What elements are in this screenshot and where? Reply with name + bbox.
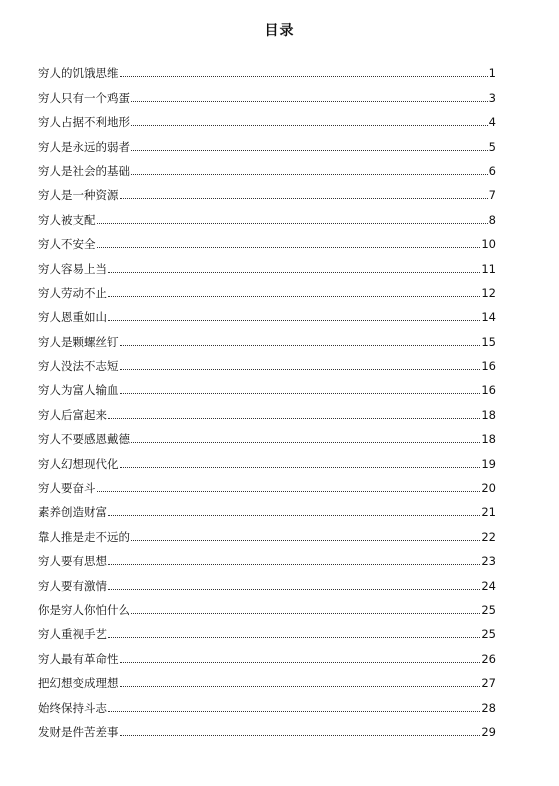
toc-entry-title: 穷人不要感恩戴德 — [38, 432, 130, 447]
toc-entry[interactable] — [38, 495, 496, 519]
toc-page-number: 21 — [481, 505, 496, 520]
toc-entry[interactable] — [38, 349, 496, 373]
toc-entry[interactable] — [38, 690, 496, 714]
page-title: 目录 — [264, 23, 295, 39]
toc-entry-title: 穷人要有激情 — [38, 578, 107, 593]
toc-dot-leader — [131, 150, 488, 151]
toc-entry-title: 穷人是颗螺丝钉 — [38, 334, 119, 349]
toc-dot-leader — [120, 662, 481, 663]
toc-page-number: 22 — [481, 529, 496, 544]
toc-page-number: 29 — [481, 724, 496, 739]
toc-page-number: 5 — [488, 139, 496, 154]
toc-entry-title: 穷人幻想现代化 — [38, 456, 119, 471]
toc-entry-title: 穷人要有思想 — [38, 554, 107, 569]
toc-dot-leader — [108, 564, 480, 565]
toc-entry[interactable] — [38, 422, 496, 446]
toc-dot-leader — [120, 467, 481, 468]
toc-entry-title: 穷人恩重如山 — [38, 310, 107, 325]
toc-entry-title: 素养创造财富 — [38, 505, 107, 520]
toc-dot-leader — [131, 125, 488, 126]
toc-entry-title: 穷人只有一个鸡蛋 — [38, 90, 130, 105]
toc-entry[interactable] — [38, 471, 496, 495]
toc-entry[interactable] — [38, 202, 496, 226]
toc-page-number: 3 — [488, 90, 496, 105]
toc-page-number: 20 — [481, 481, 496, 496]
toc-dot-leader — [120, 686, 481, 687]
toc-entry[interactable] — [38, 446, 496, 470]
toc-dot-leader — [120, 369, 481, 370]
toc-entry-title: 始终保持斗志 — [38, 700, 107, 715]
toc-dot-leader — [108, 320, 480, 321]
toc-dot-leader — [97, 223, 488, 224]
toc-dot-leader — [97, 247, 481, 248]
toc-entry-title: 穷人被支配 — [38, 212, 96, 227]
toc-entry[interactable] — [38, 129, 496, 153]
toc-entry-title: 靠人推是走不远的 — [38, 529, 130, 544]
toc-page-number: 16 — [481, 359, 496, 374]
toc-dot-leader — [108, 589, 480, 590]
toc-entry-title: 穷人劳动不止 — [38, 285, 107, 300]
toc-entry-title: 穷人不安全 — [38, 237, 96, 252]
toc-entry-title: 穷人后富起来 — [38, 407, 107, 422]
toc-entry-title: 发财是件苦差事 — [38, 724, 119, 739]
table-of-contents — [38, 56, 496, 739]
toc-dot-leader — [108, 296, 480, 297]
toc-dot-leader — [108, 272, 480, 273]
toc-entry[interactable] — [38, 373, 496, 397]
toc-entry-title: 你是穷人你怕什么 — [38, 602, 130, 617]
toc-page-number: 14 — [481, 310, 496, 325]
toc-dot-leader — [108, 418, 480, 419]
toc-entry[interactable] — [38, 544, 496, 568]
toc-page-number: 19 — [481, 456, 496, 471]
toc-entry-title: 穷人容易上当 — [38, 261, 107, 276]
toc-page-number: 28 — [481, 700, 496, 715]
toc-dot-leader — [131, 613, 480, 614]
toc-entry-title: 穷人为富人输血 — [38, 383, 119, 398]
toc-dot-leader — [131, 174, 488, 175]
toc-entry-title: 穷人是一种资源 — [38, 188, 119, 203]
toc-dot-leader — [97, 491, 481, 492]
toc-entry-title: 穷人是永远的弱者 — [38, 139, 130, 154]
toc-entry-title: 穷人最有革命性 — [38, 651, 119, 666]
toc-page-number: 6 — [488, 163, 496, 178]
toc-page-number: 7 — [488, 188, 496, 203]
toc-entry[interactable] — [38, 641, 496, 665]
toc-page-number: 18 — [481, 432, 496, 447]
toc-page-number: 25 — [481, 627, 496, 642]
toc-entry[interactable] — [38, 324, 496, 348]
toc-page-number: 11 — [481, 261, 496, 276]
toc-entry[interactable] — [38, 300, 496, 324]
toc-entry[interactable] — [38, 227, 496, 251]
toc-entry-title: 穷人是社会的基础 — [38, 163, 130, 178]
toc-page-number: 8 — [488, 212, 496, 227]
toc-entry[interactable] — [38, 251, 496, 275]
toc-dot-leader — [120, 76, 488, 77]
toc-entry[interactable] — [38, 593, 496, 617]
toc-page-number: 25 — [481, 602, 496, 617]
toc-page-number: 15 — [481, 334, 496, 349]
toc-page-number: 23 — [481, 554, 496, 569]
toc-dot-leader — [120, 735, 481, 736]
toc-entry[interactable] — [38, 568, 496, 592]
toc-dot-leader — [131, 442, 480, 443]
toc-entry[interactable] — [38, 617, 496, 641]
toc-dot-leader — [108, 711, 480, 712]
toc-page-number: 16 — [481, 383, 496, 398]
toc-entry[interactable] — [38, 397, 496, 421]
toc-dot-leader — [131, 101, 488, 102]
toc-page-number: 4 — [488, 115, 496, 130]
toc-dot-leader — [120, 345, 481, 346]
toc-entry[interactable] — [38, 519, 496, 543]
toc-page-number: 12 — [481, 285, 496, 300]
toc-entry[interactable] — [38, 178, 496, 202]
toc-entry[interactable] — [38, 80, 496, 104]
toc-dot-leader — [120, 198, 488, 199]
toc-dot-leader — [108, 515, 480, 516]
toc-entry-title: 把幻想变成理想 — [38, 676, 119, 691]
toc-entry-title: 穷人的饥饿思维 — [38, 66, 119, 81]
toc-page-number: 24 — [481, 578, 496, 593]
toc-entry[interactable] — [38, 105, 496, 129]
toc-entry-title: 穷人要奋斗 — [38, 481, 96, 496]
toc-entry-title: 穷人重视手艺 — [38, 627, 107, 642]
toc-dot-leader — [120, 393, 481, 394]
toc-entry[interactable] — [38, 56, 496, 80]
toc-dot-leader — [131, 540, 480, 541]
toc-entry[interactable] — [38, 276, 496, 300]
toc-entry-title: 穷人没法不志短 — [38, 359, 119, 374]
toc-page-number: 27 — [481, 676, 496, 691]
toc-entry[interactable] — [38, 666, 496, 690]
toc-entry[interactable] — [38, 154, 496, 178]
toc-page-number: 10 — [481, 237, 496, 252]
toc-dot-leader — [108, 637, 480, 638]
toc-page-number: 26 — [481, 651, 496, 666]
toc-page-number: 18 — [481, 407, 496, 422]
toc-entry[interactable] — [38, 715, 496, 739]
toc-page-number: 1 — [488, 66, 496, 81]
toc-entry-title: 穷人占据不利地形 — [38, 115, 130, 130]
